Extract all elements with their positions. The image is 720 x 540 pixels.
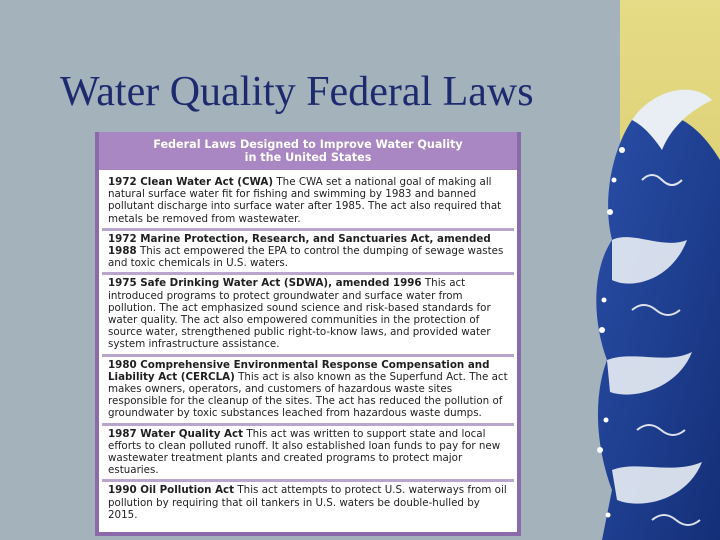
law-description: The CWA set a national goal of making all natural surface water fit for fishing and swimming by 1983 and banned pollutant discharge into surface water after 1985. The act also required that metals be removed from wastewater. [108, 176, 502, 225]
table-row-cercla [102, 357, 514, 426]
slide-title: Water Quality Federal Laws [60, 69, 534, 115]
law-name: 1987 Water Quality Act [108, 427, 244, 440]
law-description: This act introduced programs to protect groundwater and surface water from pollution. The act emphasized sound science and risk-based standards for water quality. The act also empowered communities in the protection of source water, strengthened public right-to-know laws, and provided water system infrastructure assistance. [108, 277, 491, 351]
table-header [99, 132, 517, 174]
law-description: This act empowered the EPA to control the dumping of sewage wastes and toxic chemicals in U.S. waters. [108, 245, 504, 270]
table-row-cwa [102, 174, 514, 231]
law-name: 1990 Oil Pollution Act [108, 484, 235, 497]
table-header-line-1: Federal Laws Designed to Improve Water Quality [153, 138, 463, 151]
table-row-oil-pollution-act [102, 482, 514, 524]
law-name: 1972 Marine Protection, Research, and Sanctuaries Act, amended 1988 [108, 232, 491, 258]
law-description: This act was written to support state and local efforts to clean polluted runoff. It also established loan funds to pay for new wastewater treatment plants and created programs to protect major estuaries. [108, 427, 501, 477]
table-row-marine-protection [102, 231, 514, 276]
law-description: This act attempts to protect U.S. waterways from oil pollution by requiring that oil tankers in U.S. waters be double-hulled by 2015. [108, 484, 507, 521]
federal-laws-table [95, 132, 521, 536]
law-name: 1975 Safe Drinking Water Act (SDWA), amended 1996 [108, 277, 422, 290]
law-name: 1972 Clean Water Act (CWA) [108, 176, 274, 188]
wave-decoration-image [592, 0, 720, 540]
law-description: This act is also known as the Superfund Act. The act makes owners, operators, and customers of hazardous waste sites responsible for the cleanup of the sites. The act has reduced the pollution of groundwater by toxic substances leached from hazardous waste dumps. [108, 370, 508, 420]
table-row-sdwa [102, 275, 514, 356]
table-row-water-quality-act [102, 426, 514, 483]
table-header-line-2: in the United States [244, 151, 372, 164]
law-name: 1980 Comprehensive Environmental Response Compensation and Liability Act (CERCLA) [108, 358, 490, 383]
